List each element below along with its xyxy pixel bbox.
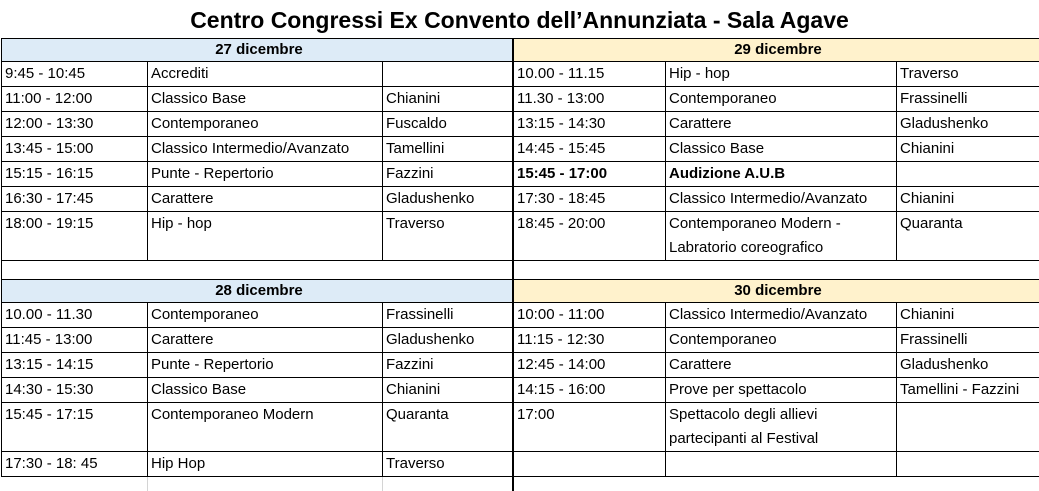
class-cell: Classico Base: [148, 87, 383, 112]
teacher-cell: Frassinelli: [383, 303, 514, 328]
schedule-30-dicembre: [513, 279, 1039, 477]
table-row: [514, 112, 1039, 137]
teacher-cell: Tamellini - Fazzini: [897, 378, 1039, 403]
time-cell: 13:45 - 15:00: [2, 137, 148, 162]
teacher-cell: Gladushenko: [897, 353, 1039, 378]
teacher-cell: Gladushenko: [383, 187, 514, 212]
table-row: [2, 452, 514, 477]
teacher-cell: Chianini: [897, 303, 1039, 328]
table-row: [2, 328, 514, 353]
teacher-cell: Frassinelli: [897, 328, 1039, 353]
time-cell: 15:15 - 16:15: [2, 162, 148, 187]
table-row: [2, 378, 514, 403]
time-cell: 11:15 - 12:30: [514, 328, 666, 353]
table-row: [514, 353, 1039, 378]
table-row: [514, 303, 1039, 328]
class-cell: Contemporaneo: [666, 328, 897, 353]
teacher-cell: Chianini: [383, 378, 514, 403]
column-divider: [512, 38, 514, 491]
table-row: [514, 87, 1039, 112]
table-row: [2, 303, 514, 328]
time-cell: 13:15 - 14:15: [2, 353, 148, 378]
table-row: [2, 162, 514, 187]
teacher-cell: Traverso: [383, 452, 514, 477]
class-cell: Accrediti: [148, 62, 383, 87]
teacher-cell: [897, 162, 1039, 187]
table-row: [2, 403, 514, 452]
teacher-cell: Traverso: [383, 212, 514, 261]
class-cell: Classico Intermedio/Avanzato: [148, 137, 383, 162]
time-cell: 13:15 - 14:30: [514, 112, 666, 137]
class-cell: Hip - hop: [148, 212, 383, 261]
class-cell: Contemporaneo: [666, 87, 897, 112]
teacher-cell: Quaranta: [897, 212, 1039, 261]
schedule-28-dicembre: [1, 279, 514, 477]
class-cell: Classico Base: [148, 378, 383, 403]
day-header: 29 dicembre: [514, 39, 1039, 62]
teacher-cell: [897, 403, 1039, 452]
class-cell: Contemporaneo Modern - Labratorio coreografico: [666, 212, 897, 261]
time-cell: 18:45 - 20:00: [514, 212, 666, 261]
teacher-cell: Quaranta: [383, 403, 514, 452]
table-row: [514, 452, 1039, 477]
table-row: [514, 403, 1039, 452]
table-row: [2, 187, 514, 212]
class-cell: Prove per spettacolo: [666, 378, 897, 403]
class-cell: Carattere: [666, 353, 897, 378]
time-cell: 16:30 - 17:45: [2, 187, 148, 212]
teacher-cell: Gladushenko: [383, 328, 514, 353]
class-cell: Contemporaneo: [148, 112, 383, 137]
class-cell: Classico Intermedio/Avanzato: [666, 187, 897, 212]
time-cell: 14:30 - 15:30: [2, 378, 148, 403]
page-title: Centro Congressi Ex Convento dell’Annunziata - Sala Agave: [190, 7, 849, 33]
teacher-cell: Gladushenko: [897, 112, 1039, 137]
class-cell: Classico Base: [666, 137, 897, 162]
time-cell: 11:00 - 12:00: [2, 87, 148, 112]
class-cell: Punte - Repertorio: [148, 353, 383, 378]
teacher-cell: Fuscaldo: [383, 112, 514, 137]
table-row: [514, 162, 1039, 187]
day-header: 28 dicembre: [2, 280, 514, 303]
class-cell: Carattere: [666, 112, 897, 137]
class-cell: Hip Hop: [148, 452, 383, 477]
time-cell: 10.00 - 11.15: [514, 62, 666, 87]
class-cell: [666, 452, 897, 477]
class-cell: Contemporaneo Modern: [148, 403, 383, 452]
time-cell: 14:45 - 15:45: [514, 137, 666, 162]
table-row: [2, 353, 514, 378]
class-cell: Carattere: [148, 187, 383, 212]
class-cell: Audizione A.U.B: [666, 162, 897, 187]
time-cell: 15:45 - 17:15: [2, 403, 148, 452]
time-cell: 9:45 - 10:45: [2, 62, 148, 87]
teacher-cell: Chianini: [897, 187, 1039, 212]
teacher-cell: Frassinelli: [897, 87, 1039, 112]
table-row: [2, 112, 514, 137]
class-cell: Contemporaneo: [148, 303, 383, 328]
table-row: [2, 62, 514, 87]
day-header: 30 dicembre: [514, 280, 1039, 303]
teacher-cell: Fazzini: [383, 353, 514, 378]
table-row: [2, 87, 514, 112]
time-cell: 17:30 - 18: 45: [2, 452, 148, 477]
teacher-cell: [897, 452, 1039, 477]
time-cell: 17:30 - 18:45: [514, 187, 666, 212]
table-row: [514, 378, 1039, 403]
table-row: [2, 212, 514, 261]
table-row: [2, 137, 514, 162]
table-row: [514, 212, 1039, 261]
time-cell: 15:45 - 17:00: [514, 162, 666, 187]
schedule-27-dicembre: [1, 38, 514, 286]
time-cell: 10:00 - 11:00: [514, 303, 666, 328]
teacher-cell: [383, 62, 514, 87]
day-header: 27 dicembre: [2, 39, 514, 62]
time-cell: 11.30 - 13:00: [514, 87, 666, 112]
table-row: [514, 328, 1039, 353]
class-cell: Spettacolo degli allievi partecipanti al Festival: [666, 403, 897, 452]
table-row: [514, 137, 1039, 162]
table-row: [514, 62, 1039, 87]
time-cell: 11:45 - 13:00: [2, 328, 148, 353]
teacher-cell: Fazzini: [383, 162, 514, 187]
table-row: [514, 187, 1039, 212]
class-cell: Punte - Repertorio: [148, 162, 383, 187]
time-cell: [514, 452, 666, 477]
class-cell: Classico Intermedio/Avanzato: [666, 303, 897, 328]
time-cell: 10.00 - 11.30: [2, 303, 148, 328]
time-cell: 18:00 - 19:15: [2, 212, 148, 261]
teacher-cell: Traverso: [897, 62, 1039, 87]
time-cell: 17:00: [514, 403, 666, 452]
teacher-cell: Chianini: [383, 87, 514, 112]
class-cell: Carattere: [148, 328, 383, 353]
time-cell: 12:00 - 13:30: [2, 112, 148, 137]
schedule-29-dicembre: [513, 38, 1039, 286]
class-cell: Hip - hop: [666, 62, 897, 87]
time-cell: 12:45 - 14:00: [514, 353, 666, 378]
teacher-cell: Chianini: [897, 137, 1039, 162]
teacher-cell: Tamellini: [383, 137, 514, 162]
time-cell: 14:15 - 16:00: [514, 378, 666, 403]
